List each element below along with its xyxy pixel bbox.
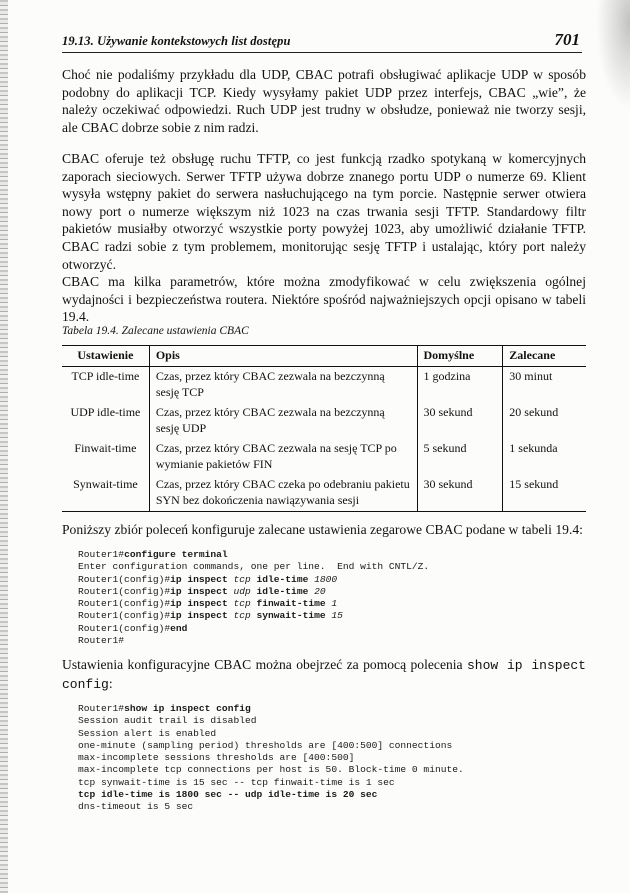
page-header bbox=[62, 30, 582, 53]
code-line: Session audit trail is disabled bbox=[78, 715, 257, 727]
cell-recommended: 30 minut bbox=[503, 367, 586, 404]
cell-description: Czas, przez który CBAC zezwala na bezczynną sesję UDP bbox=[149, 403, 417, 439]
code-line: max-incomplete sessions thresholds are [400:500] bbox=[78, 752, 355, 764]
table-row bbox=[62, 403, 586, 439]
paragraph-commands-intro: Poniższy zbiór poleceń konfiguruje zalecane ustawienia zegarowe CBAC podane w tabeli 19.4: bbox=[62, 522, 583, 537]
cell-setting: UDP idle-time bbox=[70, 405, 141, 419]
paragraph-parameters: CBAC ma kilka parametrów, które można zmodyfikować w celu zwiększenia ogólnej wydajności i bezpieczeństwa routera. Niektóre spośród najważniejszych opcji opisano w tabeli 19.4. bbox=[62, 274, 586, 325]
header-recommended: Zalecane bbox=[503, 346, 586, 367]
cell-default: 5 sekund bbox=[417, 439, 503, 475]
cell-setting: TCP idle-time bbox=[71, 369, 140, 383]
cell-description: Czas, przez który CBAC czeka po odebraniu pakietu SYN bez dokończenia nawiązywania sesji bbox=[149, 475, 417, 512]
inline-command: show ip inspect config bbox=[62, 658, 586, 692]
cell-default: 30 sekund bbox=[417, 403, 503, 439]
code-line: Router1(config)#ip inspect tcp finwait-time 1 bbox=[78, 598, 338, 610]
table-row bbox=[62, 439, 586, 475]
page-number: 701 bbox=[554, 30, 580, 49]
book-binding-shadow bbox=[0, 0, 8, 893]
code-line: tcp idle-time is 1800 sec -- udp idle-time is 20 sec bbox=[78, 789, 378, 801]
code-line: tcp synwait-time is 15 sec -- tcp finwait-time is 1 sec bbox=[78, 776, 395, 788]
code-line: Router1(config)#ip inspect udp idle-time 20 bbox=[78, 585, 326, 597]
paragraph-tftp: CBAC oferuje też obsługę ruchu TFTP, co jest funkcją rzadko spotykaną w komercyjnych zaporach sieciowych. Serwer TFTP używa dobrze znanego portu UDP o numerze 69. Klient wysyła wstępny pakiet do serwera nasłuchującego na tym porcie. Następnie serwer otwiera nowy port o numerze większym niż 1023 na czas trwania sesji TFTP. Standardowy filtr pakietów musiałby otworzyć wszystkie porty powyżej 1023, aby umożliwić działanie TFTP. CBAC radzi sobie z tym problemem, monitorując sesję TFTP i ustalając, który port należy otworzyć. bbox=[62, 151, 586, 272]
code-line: Router1#show ip inspect config bbox=[78, 703, 251, 714]
code-line: max-incomplete tcp connections per host is 50. Block-time 0 minute. bbox=[78, 764, 464, 776]
code-line: Router1(config)#ip inspect tcp synwait-time 15 bbox=[78, 610, 343, 622]
header-default: Domyślne bbox=[417, 346, 503, 367]
paragraph-udp: Choć nie podaliśmy przykładu dla UDP, CBAC potrafi obsługiwać aplikacje UDP w sposób podobny do aplikacji TCP. Kiedy wysyłamy pakiet UDP przez interfejs, CBAC „wie”, że należy oczekiwać odpowiedzi. Ruch UDP jest trudny w obsłudze, ponieważ nie tworzy sesji, ale CBAC dobrze sobie z nim radzi. bbox=[62, 67, 586, 135]
header-title: 19.13. Używanie kontekstowych list dostępu bbox=[62, 34, 291, 48]
cell-description: Czas, przez który CBAC zezwala na sesję TCP po wymianie pakietów FIN bbox=[149, 439, 417, 475]
code-line: Router1#configure terminal bbox=[78, 549, 228, 560]
cell-default: 30 sekund bbox=[417, 475, 503, 512]
header-setting: Ustawienie bbox=[62, 346, 149, 367]
code-line: Enter configuration commands, one per line. End with CNTL/Z. bbox=[78, 561, 430, 573]
cell-recommended: 20 sekund bbox=[503, 403, 586, 439]
paragraph-show-config: Ustawienia konfiguracyjne CBAC można obejrzeć za pomocą polecenia show ip inspect config: bbox=[62, 657, 586, 692]
cell-recommended: 15 sekund bbox=[503, 475, 586, 512]
table-row bbox=[62, 367, 586, 404]
cell-recommended: 1 sekunda bbox=[503, 439, 586, 475]
table-header-row bbox=[62, 346, 586, 367]
code-line: Router1# bbox=[78, 635, 125, 647]
code-line: Router1(config)#end bbox=[78, 622, 188, 634]
code-block-show-config bbox=[78, 703, 464, 814]
code-line: Session alert is enabled bbox=[78, 727, 217, 739]
table-caption: Tabela 19.4. Zalecane ustawienia CBAC bbox=[62, 325, 249, 337]
code-line: one-minute (sampling period) thresholds are [400:500] connections bbox=[78, 739, 453, 751]
page-corner-shadow bbox=[596, 0, 630, 110]
header-description: Opis bbox=[149, 346, 417, 367]
cell-setting: Finwait-time bbox=[74, 441, 137, 455]
cell-default: 1 godzina bbox=[417, 367, 503, 404]
table-row bbox=[62, 475, 586, 512]
cell-description: Czas, przez który CBAC zezwala na bezczynną sesję TCP bbox=[149, 367, 417, 404]
code-line: dns-timeout is 5 sec bbox=[78, 801, 194, 813]
code-block-configure bbox=[78, 549, 429, 647]
code-line: Router1(config)#ip inspect tcp idle-time 1800 bbox=[78, 573, 338, 585]
cbac-settings-table bbox=[62, 345, 586, 512]
cell-setting: Synwait-time bbox=[62, 475, 149, 512]
